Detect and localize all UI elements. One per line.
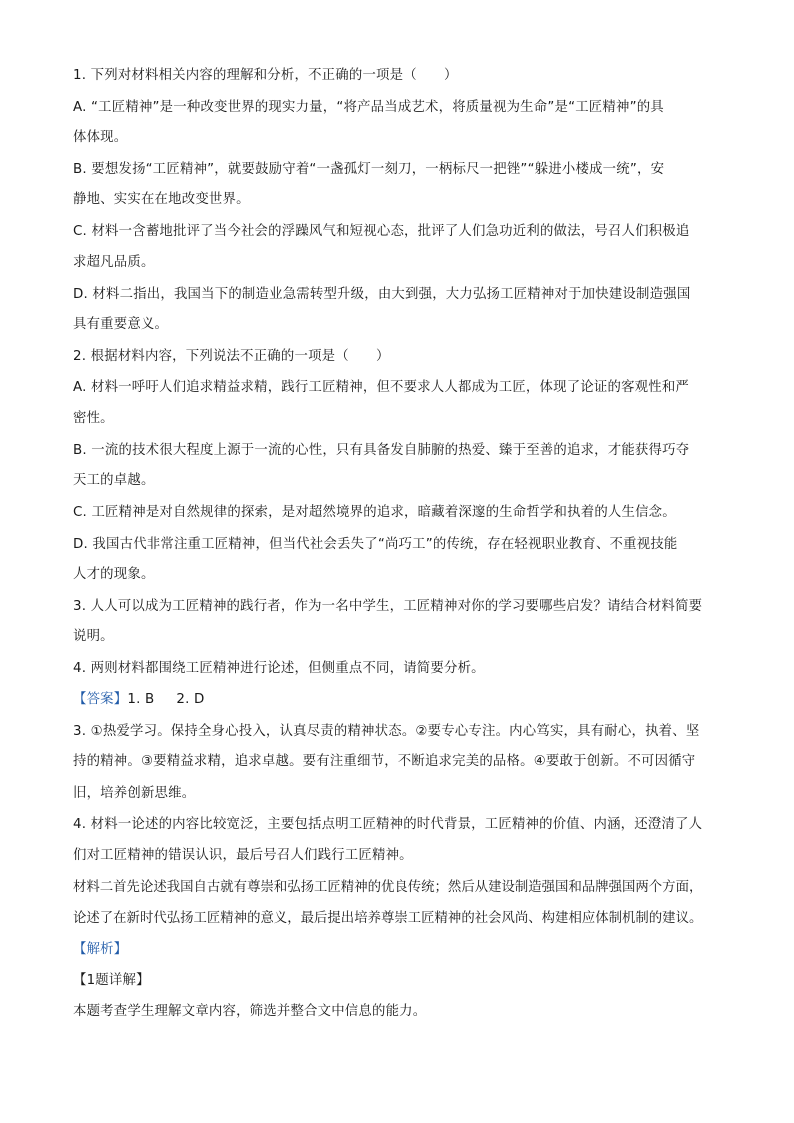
answer-2: 2. D <box>176 692 205 707</box>
analysis-text: 本题考查学生理解文章内容，筛选并整合文中信息的能力。 <box>73 1004 427 1019</box>
q1-option-a: A. “工匠精神”是一种改变世界的现实力量，“将产品当成艺术，将质量视为生命”是“工匠精神”的具 <box>73 100 664 115</box>
q2-option-b: B. 一流的技术很大程度上源于一流的心性，只有具备发自肺腑的热爱、臻于至善的追求，才能获得巧夺 <box>73 443 690 458</box>
answer-row <box>73 690 205 710</box>
q2-option-c: C. 工匠精神是对自然规律的探索，是对超然境界的追求，暗藏着深邃的生命哲学和执着的人生信念。 <box>73 505 676 520</box>
answer-4-line-1: 4. 材料一论述的内容比较宽泛，主要包括点明工匠精神的时代背景，工匠精神的价值、内涵，还澄清了人 <box>73 817 703 832</box>
q3-stem-cont: 说明。 <box>73 629 114 644</box>
q1-option-d-cont: 具有重要意义。 <box>73 317 169 332</box>
q2-option-d-cont: 人才的现象。 <box>73 567 155 582</box>
q2-stem: 2. 根据材料内容，下列说法不正确的一项是（ ） <box>73 349 390 364</box>
answer-3-line-1: 3. ①热爱学习。保持全身心投入，认真尽责的精神状态。②要专心专注。内心笃实，具有耐心，执着、坚 <box>73 724 700 739</box>
q3-stem: 3. 人人可以成为工匠精神的践行者，作为一名中学生，工匠精神对你的学习要哪些启发？请结合材料简要 <box>73 599 703 614</box>
answer-4-line-4: 论述了在新时代弘扬工匠精神的意义，最后提出培养尊崇工匠精神的社会风尚、构建相应体制机制的建议。 <box>73 911 703 926</box>
answer-3-line-3: 旧，培养创新思维。 <box>73 786 196 801</box>
q2-option-b-cont: 天工的卓越。 <box>73 473 155 488</box>
answer-label: 【答案】 <box>73 692 128 707</box>
analysis-label: 【解析】 <box>73 942 128 957</box>
q2-option-a-cont: 密性。 <box>73 411 114 426</box>
answer-4-line-2: 们对工匠精神的错误认识，最后号召人们践行工匠精神。 <box>73 848 413 863</box>
q1-option-d: D. 材料二指出，我国当下的制造业急需转型升级，由大到强，大力弘扬工匠精神对于加快建设制造强国 <box>73 287 691 302</box>
answer-1: 1. B <box>127 692 155 707</box>
q1-option-b-cont: 静地、实实在在地改变世界。 <box>73 192 250 207</box>
q1-stem: 1. 下列对材料相关内容的理解和分析，不正确的一项是（ ） <box>73 68 458 83</box>
answer-3-line-2: 持的精神。③要精益求精，追求卓越。要有注重细节，不断追求完美的品格。④要敢于创新。不可因循守 <box>73 754 696 769</box>
answer-4-line-3: 材料二首先论述我国自古就有尊崇和弘扬工匠精神的优良传统；然后从建设制造强国和品牌强国两个方面， <box>73 880 703 895</box>
q1-option-a-cont: 体体现。 <box>73 130 128 145</box>
q1-option-c: C. 材料一含蓄地批评了当今社会的浮躁风气和短视心态，批评了人们急功近利的做法，号召人们积极追 <box>73 224 690 239</box>
q1-option-b: B. 要想发扬“工匠精神”，就要鼓励守着“一盏孤灯一刻刀，一柄标尺一把锉”“躲进小楼成一统”，安 <box>73 162 665 177</box>
q4-stem: 4. 两则材料都围绕工匠精神进行论述，但侧重点不同，请简要分析。 <box>73 661 485 676</box>
q2-option-d: D. 我国古代非常注重工匠精神，但当代社会丢失了“尚巧工”的传统，存在轻视职业教育、不重视技能 <box>73 537 678 552</box>
analysis-subheading-1: 【1题详解】 <box>73 973 150 988</box>
q2-option-a: A. 材料一呼吁人们追求精益求精，践行工匠精神，但不要求人人都成为工匠，体现了论证的客观性和严 <box>73 380 690 395</box>
q1-option-c-cont: 求超凡品质。 <box>73 255 155 270</box>
